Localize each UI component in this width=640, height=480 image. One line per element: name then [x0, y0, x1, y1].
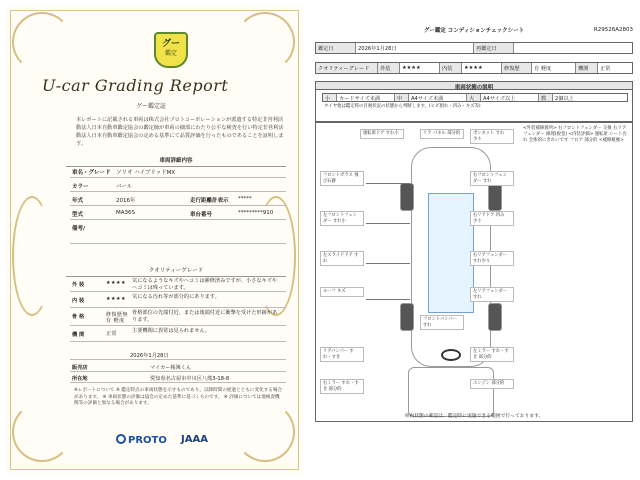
sales-row — [70, 362, 286, 372]
appraisal-date-row — [315, 42, 633, 54]
grade-row-frame — [70, 308, 286, 326]
report-subtitle: グー鑑定証 — [136, 103, 167, 110]
damage-tag: 左リアフェンダー すれ — [470, 287, 514, 302]
size-legend-area — [315, 90, 633, 122]
ornament-left — [12, 196, 52, 316]
info-row-notes — [70, 220, 286, 244]
rear-left-wheel — [400, 303, 414, 331]
info-row — [70, 164, 286, 178]
repair-history-label: 修復歴 — [502, 63, 532, 73]
grade-description: 主要機関に異常は見られません。 — [132, 328, 211, 334]
damage-tag: 右リアフェンダー すれ少々 — [470, 251, 514, 266]
size-large-value: A4サイズ以上 — [481, 94, 539, 101]
condition-check-sheet — [315, 26, 633, 452]
size-large-label: 大 — [467, 94, 481, 101]
ornament-bottom-right — [235, 402, 295, 462]
info-label: 車台番号 — [190, 212, 213, 218]
size-small-value: カードサイズ未満 — [337, 94, 395, 101]
info-label: カラー — [72, 184, 89, 190]
damage-tag: 左ミラー すれ・すき 部分的 — [470, 347, 514, 362]
info-value: MA36S — [116, 210, 135, 216]
grade-label: 外 装 — [72, 282, 85, 288]
interior-label: 内装 — [440, 63, 462, 73]
count-label: 数 — [539, 94, 553, 101]
damage-tag: 右フロントフェンダー すれ — [470, 171, 514, 186]
grade-description: 気になる汚れ等が部分的にあります。 — [132, 294, 220, 300]
interior-stars: ★★★★ — [462, 63, 502, 73]
sheet-footer: 車両状態の確認は、鑑定時に実施できる範囲で行っております。 — [404, 414, 544, 419]
sales-label: 販売店 — [72, 365, 88, 371]
car-roof-panel — [428, 193, 474, 313]
vehicle-damage-diagram — [315, 122, 633, 422]
reappraisal-label: 再鑑定日 — [474, 43, 514, 53]
intro-text: 本レポートに記載される車両は株式会社プロトコーポレーションが派遣する特定非営利活動法人日本自動車鑑定協会の鑑定師が車両の細部にわたり公平な検査を行い特定非営利活動法人日本自動車鑑定協会の定める基準にて品質評価を行ったものであることを証明します。 — [76, 117, 284, 147]
grade-stars: 正常 — [106, 331, 118, 337]
leader-line — [366, 223, 410, 224]
remarks-column: <外装補修箇所> 右フロントフェンダー 交換 右リアフェンダー 修理(板金) <内装評価> 運転席 シート汚れ 全体的にきれいです フロア 部分的 <補修履歴> — [523, 126, 627, 143]
proto-logo — [116, 434, 167, 446]
badge-line1: グー — [161, 39, 180, 49]
goo-appraisal-badge — [154, 32, 188, 68]
leader-line — [366, 299, 410, 300]
vehicle-info-heading: 車両詳細内容 — [66, 156, 286, 167]
size-medium-value: A4サイズ未満 — [409, 94, 467, 101]
date-label: 鑑定日 — [316, 43, 356, 53]
damage-tag: 右リアドア 凹み少々 — [470, 211, 514, 226]
info-value: ソリオ ハイブリッドMX — [116, 170, 176, 176]
grade-label: 内 装 — [72, 298, 85, 304]
ornament-top-left — [12, 12, 72, 72]
damage-tag: エンジン 部分的 — [470, 379, 514, 389]
front-right-wheel — [488, 183, 502, 211]
info-label: 備考/ — [72, 226, 86, 232]
damage-tag: リアバンパー すれ・すき — [320, 347, 364, 362]
leader-line — [366, 263, 410, 264]
quality-grade-row — [315, 62, 633, 74]
info-row — [70, 178, 286, 192]
count-value: 2個以上 — [555, 96, 574, 101]
size-medium-label: 中 — [395, 94, 409, 101]
grade-label: 骨 格 — [72, 314, 85, 320]
grade-row-engine — [70, 326, 286, 342]
info-label: 年式 — [72, 198, 84, 204]
info-value: パール — [116, 184, 133, 190]
appraisal-date: 2026年1月28日 — [70, 350, 286, 360]
damage-tag: 運転席ドア すれ小 — [360, 129, 404, 139]
info-value: 2016年 — [116, 198, 136, 204]
leader-line — [366, 183, 410, 184]
grading-report-sheet — [6, 6, 303, 474]
exterior-stars: ★★★★ — [400, 63, 440, 73]
report-title: U-car Grading Report — [42, 76, 229, 95]
damage-tag: フロントガラス 飛び石跡 — [320, 171, 364, 186]
engine-label: 機関 — [576, 63, 598, 73]
reappraisal-value — [514, 43, 634, 53]
grade-stars: 修復歴無 有 軽度 — [106, 312, 129, 324]
info-row — [70, 192, 286, 206]
sales-value: 愛知県名古屋市中川区八熊3-18-8 — [150, 376, 230, 382]
front-left-wheel — [400, 183, 414, 211]
sales-row — [70, 373, 286, 383]
car-interior-outline — [408, 367, 494, 417]
damage-tag: フロントバンパー すれ — [420, 315, 464, 330]
damage-tag: リア パネル 部分的 — [420, 129, 464, 139]
legend-note: タイヤ他は鑑定時の目視状況の状態から判断します。(ヒビ割れ・凹み・キズ等) — [324, 104, 481, 109]
report-notes: ※レポートについて ※ 鑑定時点の車両状態を示すものであり、以降時間の経過とともに変化する場合があります。 ※ 車両状態の評価は協会の定めた基準に基づくものです。 ※ 評価については他検査機関等の評価と異なる場合があります。 — [74, 388, 283, 407]
grade-row-exterior — [70, 276, 286, 292]
repair-history-value: 有 軽度 — [532, 63, 576, 73]
info-label: 車名・グレード — [72, 170, 111, 176]
document-id: R29526A2803 — [593, 27, 633, 33]
vehicle-status-title: 車両状態の説明 — [315, 81, 633, 90]
damage-tag: 左フロントフェンダー すれ小 — [320, 211, 364, 226]
damage-tag: ルーフ キズ — [320, 287, 364, 297]
date-value: 2026年1月28日 — [356, 43, 474, 53]
proto-logo-text: PROTO — [128, 435, 167, 446]
sheet-header: グー鑑定 コンディションチェックシート — [423, 28, 525, 34]
ornament-bottom-left — [12, 402, 72, 462]
proto-logo-icon — [116, 434, 126, 444]
jaaa-logo: JAAA — [181, 434, 208, 445]
damage-tag: ボンネット すれ少々 — [470, 129, 514, 144]
info-label: 走行距離計表示 — [190, 198, 229, 204]
size-legend — [322, 93, 628, 102]
sales-value: マイカー帳簿くん — [150, 365, 192, 371]
grade-stars: ★★★★ — [106, 280, 126, 286]
info-label: 型式 — [72, 212, 84, 218]
grade-stars: ★★★★ — [106, 296, 126, 302]
info-row — [70, 206, 286, 220]
badge-line2: 鑑定 — [164, 50, 177, 57]
grade-description: 骨格部位の先端付近、または後端付近に衝撃を受けた形跡があります。 — [132, 310, 278, 323]
quality-grade-heading: クオリティーグレード — [66, 266, 286, 277]
size-small-label: 小 — [323, 94, 337, 101]
grade-row-interior — [70, 292, 286, 308]
quality-grade-label: クオリティーグレード — [316, 63, 378, 73]
info-value: *********910 — [238, 210, 274, 216]
rear-right-wheel — [488, 303, 502, 331]
exterior-label: 外装 — [378, 63, 400, 73]
ornament-top-right — [235, 12, 295, 72]
damage-tag: 右ミラー すれ・すき 部分的 — [320, 379, 364, 394]
damage-tag: 左スライドドア すれ — [320, 251, 364, 266]
steering-wheel-icon — [441, 349, 461, 361]
sales-label: 所在地 — [72, 376, 88, 382]
info-value: ***** — [238, 196, 252, 202]
engine-value: 正常 — [600, 66, 611, 72]
grade-label: 機 関 — [72, 332, 85, 338]
grade-description: 気になるようなキズやヘコミは補修済みですが、小さなキズやヘコミは残っています。 — [132, 278, 278, 291]
